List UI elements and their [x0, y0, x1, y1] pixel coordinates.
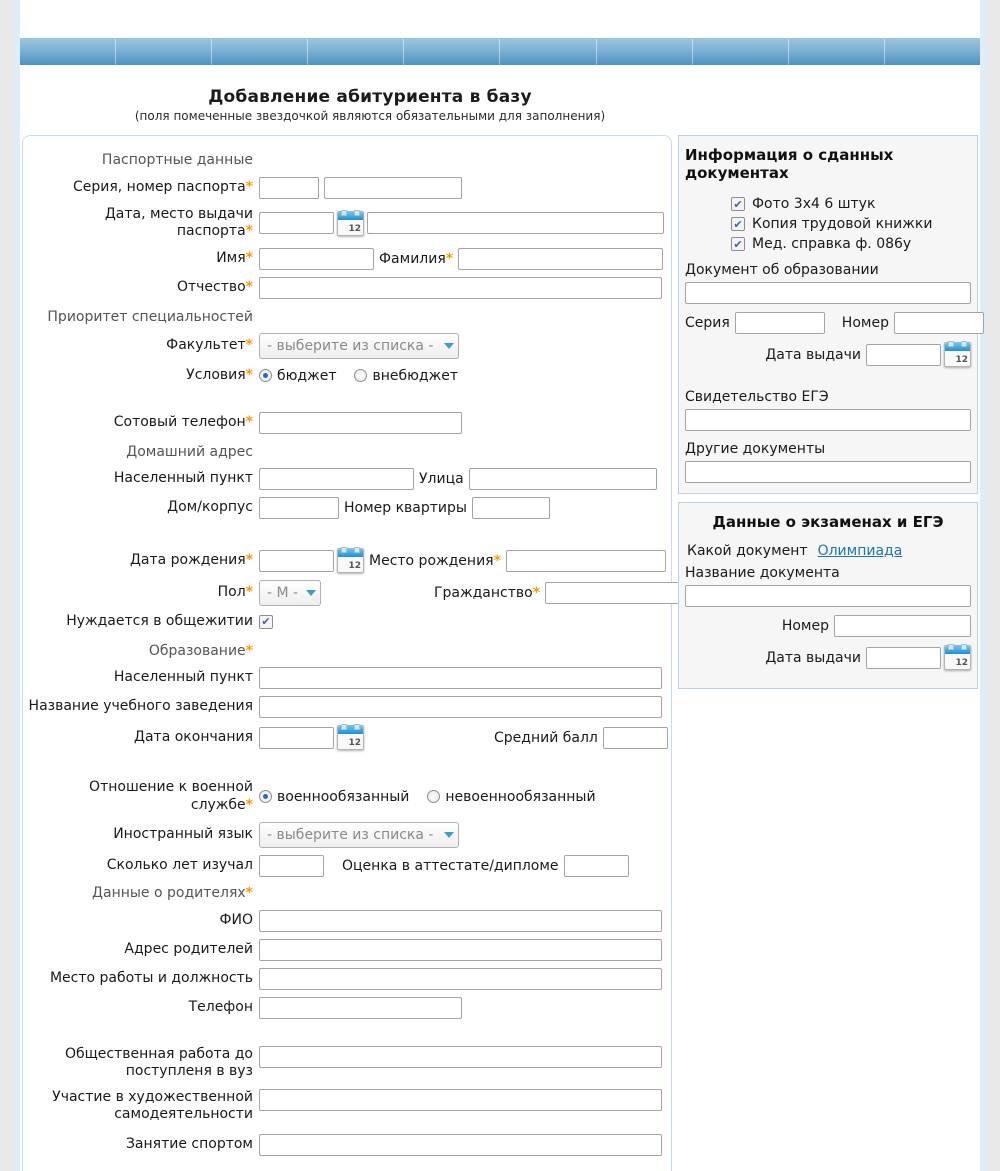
education-doc-label: Документ об образовании [685, 262, 879, 278]
field-label: Условия [186, 367, 246, 383]
field-label: Оценка в аттестате/дипломе [342, 858, 559, 874]
section-parents: Данные о родителях* [92, 885, 253, 901]
doc-issue-date-input[interactable] [866, 344, 941, 366]
check-icon: ✔ [733, 217, 743, 231]
gpa-input[interactable] [603, 727, 668, 749]
military-notliable-label: невоеннообязанный [445, 788, 596, 805]
field-label: Имя [216, 249, 246, 266]
edu-settlement-input[interactable] [259, 667, 662, 689]
doc-checkbox-row [731, 216, 971, 232]
calendar-icon-header [338, 726, 363, 734]
ege-certificate-label: Свидетельство ЕГЭ [685, 389, 829, 405]
nav-tab-4[interactable] [308, 38, 404, 65]
field-label: Номер квартиры [344, 500, 467, 516]
field-label: Нуждается в общежитии [66, 613, 253, 629]
required-marker: * [245, 642, 253, 659]
main-navbar [20, 38, 980, 65]
field-label: Населенный пункт [113, 470, 253, 487]
section-priority: Приоритет специальностей [47, 308, 253, 325]
military-notliable-radio[interactable] [427, 790, 440, 803]
field-name [25, 248, 665, 270]
page-frame [13, 0, 987, 1171]
calendar-icon-header [945, 343, 970, 351]
field-house [25, 497, 665, 519]
field-parents-work [25, 968, 665, 990]
birth-date-input[interactable] [259, 550, 334, 572]
field-label: Сколько лет изучал [106, 857, 253, 874]
doc-issue-date-row [685, 342, 971, 367]
passport-issue-place-input[interactable] [367, 212, 664, 234]
field-conditions [25, 367, 665, 385]
required-marker: * [493, 552, 501, 569]
field-settlement [25, 468, 665, 490]
last-name-input[interactable] [458, 248, 663, 270]
parents-fio-input[interactable] [259, 910, 662, 932]
top-band [20, 0, 980, 38]
nav-tab-2[interactable] [116, 38, 212, 65]
field-label: Адрес родителей [124, 940, 253, 957]
nav-tab-7[interactable] [597, 38, 693, 65]
field-label: Место работы и должность [49, 969, 253, 986]
field-label: ФИО [219, 911, 253, 928]
amateur-art-input[interactable] [259, 1089, 662, 1111]
documents-panel [678, 135, 978, 494]
house-input[interactable] [259, 497, 339, 519]
calendar-icon[interactable] [337, 211, 364, 236]
social-work-input[interactable] [259, 1046, 662, 1068]
passport-number-input[interactable] [324, 177, 462, 199]
document-name-label: Название документа [685, 565, 840, 581]
med-certificate-checkbox-label: Мед. справка ф. 086у [752, 236, 912, 252]
field-label: Занятие спортом [125, 1135, 253, 1152]
military-liable-label: военнообязанный [277, 788, 410, 805]
field-label: Место рождения [369, 552, 494, 569]
calendar-icon[interactable] [337, 725, 364, 750]
exam-issue-date-row [685, 645, 971, 670]
number-label: Номер [841, 315, 889, 331]
birth-place-input[interactable] [506, 550, 666, 572]
right-sidebar [678, 135, 978, 697]
exams-panel-title: Данные о экзаменах и ЕГЭ [712, 513, 944, 531]
field-label: Фамилия [379, 250, 446, 267]
photo-checkbox[interactable] [731, 197, 745, 211]
grad-date-input[interactable] [259, 727, 334, 749]
field-passport-issue [25, 206, 665, 241]
chevron-down-icon [444, 343, 454, 349]
field-label: Улица [419, 471, 464, 487]
exams-panel [678, 502, 978, 689]
field-label: Дата окончания [134, 728, 253, 745]
field-amateur-art [25, 1089, 665, 1124]
field-social-work [25, 1046, 665, 1081]
calendar-icon[interactable] [944, 342, 971, 367]
passport-issue-date-input[interactable] [259, 212, 334, 234]
settlement-input[interactable] [259, 468, 414, 490]
field-middle-name [25, 277, 665, 299]
chevron-down-icon [306, 590, 316, 596]
school-name-input[interactable] [259, 696, 662, 718]
passport-series-input[interactable] [259, 177, 319, 199]
nav-tab-3[interactable] [212, 38, 308, 65]
calendar-icon[interactable] [944, 645, 971, 670]
field-label: Иностранный язык [113, 826, 253, 843]
sports-input[interactable] [259, 1134, 662, 1156]
workbook-copy-checkbox-label: Копия трудовой книжки [752, 216, 933, 232]
field-grad-date [25, 725, 665, 750]
field-label: Название учебного заведения [28, 698, 253, 715]
page-header [20, 65, 720, 135]
parents-address-input[interactable] [259, 939, 662, 961]
required-marker: * [245, 551, 253, 568]
apartment-input[interactable] [472, 497, 550, 519]
workbook-copy-checkbox[interactable] [731, 217, 745, 231]
education-doc-input[interactable] [685, 282, 971, 304]
nav-tab-6[interactable] [500, 38, 596, 65]
other-docs-label: Другие документы [685, 441, 826, 457]
field-label: Пол [217, 584, 246, 601]
calendar-icon-day: 12 [348, 561, 361, 571]
ege-certificate-input[interactable] [685, 409, 971, 431]
field-label: Общественная работа до поступленя в вуз [64, 1045, 253, 1079]
document-name-input[interactable] [685, 585, 971, 607]
extrabudget-radio[interactable] [354, 369, 367, 382]
required-marker: * [245, 885, 253, 901]
calendar-icon-header [945, 646, 970, 654]
middle-name-input[interactable] [259, 277, 662, 299]
which-document-label: Какой документ [687, 543, 808, 559]
military-liable-radio[interactable] [259, 790, 272, 803]
required-marker: * [245, 278, 253, 295]
which-document-row [687, 543, 971, 559]
field-label: Серия, номер паспорта [72, 178, 246, 195]
photo-checkbox-label: Фото 3х4 6 штук [752, 196, 876, 212]
doc-number-input[interactable] [894, 312, 984, 334]
chevron-down-icon [444, 832, 454, 838]
exam-number-row [685, 615, 971, 637]
field-label: Отчество [176, 278, 246, 295]
page-title: Добавление абитуриента в базу [208, 87, 532, 107]
field-school-name [25, 696, 665, 718]
nav-tab-10[interactable] [885, 38, 980, 65]
calendar-icon-header [338, 212, 363, 220]
doc-checkbox-row [731, 236, 971, 252]
extrabudget-radio-label: внебюджет [372, 367, 458, 384]
required-marker: * [532, 585, 541, 601]
parents-work-input[interactable] [259, 968, 662, 990]
field-foreign-lang [25, 822, 665, 848]
required-marker: * [245, 796, 253, 813]
field-dorm [25, 613, 665, 631]
cell-phone-input[interactable] [259, 412, 462, 434]
applicant-form-panel [22, 135, 672, 1171]
calendar-icon-day: 12 [955, 658, 968, 668]
section-passport: Паспортные данные [101, 152, 253, 168]
field-passport-series [25, 177, 665, 199]
documents-panel-title: Информация о сданных документах [685, 146, 894, 182]
field-label: Телефон [188, 998, 253, 1015]
calendar-icon-day: 12 [955, 355, 968, 365]
budget-radio-label: бюджет [277, 367, 337, 384]
field-label: Дата рождения [129, 551, 246, 568]
required-marker: * [245, 584, 253, 601]
nav-tab-8[interactable] [693, 38, 789, 65]
field-label: Гражданство [434, 585, 533, 601]
issue-date-label: Дата выдачи [765, 346, 861, 363]
street-input[interactable] [469, 468, 657, 490]
doc-series-input[interactable] [735, 312, 825, 334]
budget-radio[interactable] [259, 369, 272, 382]
number-label: Номер [781, 618, 829, 634]
gender-select[interactable]: - М - [259, 580, 321, 606]
years-studied-input[interactable] [259, 855, 324, 877]
field-label: Дата, место выдачи паспорта [104, 205, 253, 239]
field-edu-settlement [25, 667, 665, 689]
parents-phone-input[interactable] [259, 997, 462, 1019]
nav-tab-1[interactable] [20, 38, 116, 65]
dorm-checkbox[interactable] [259, 615, 273, 629]
field-label: Факультет [166, 337, 246, 354]
field-label: Сотовый телефон [113, 413, 246, 430]
exam-number-input[interactable] [834, 615, 971, 637]
page-subtitle: (поля помеченные звездочкой являются обязательными для заполнения) [134, 109, 606, 123]
first-name-input[interactable] [259, 248, 374, 270]
required-marker: * [245, 178, 253, 195]
issue-date-label: Дата выдачи [765, 649, 861, 666]
series-label: Серия [685, 315, 730, 331]
field-military [25, 779, 665, 814]
field-label: Дом/корпус [167, 499, 253, 516]
field-label: Отношение к военной службе [89, 779, 253, 813]
doc-checkbox-row [731, 196, 971, 212]
field-sports [25, 1134, 665, 1156]
required-marker: * [245, 413, 253, 430]
field-gender [25, 580, 665, 606]
field-birth-date [25, 548, 665, 573]
med-certificate-checkbox[interactable] [731, 237, 745, 251]
field-label: Участие в художественной самодеятельности [52, 1088, 253, 1122]
olympiad-link[interactable]: Олимпиада [817, 543, 903, 559]
field-parents-phone [25, 997, 665, 1019]
required-marker: * [245, 337, 253, 354]
faculty-select[interactable]: - выберите из списка - [259, 333, 459, 359]
required-marker: * [245, 223, 253, 239]
required-marker: * [245, 249, 253, 266]
doc-series-number-row [685, 312, 971, 334]
calendar-icon-header [338, 549, 363, 557]
section-education: Образование* [148, 642, 253, 659]
other-docs-input[interactable] [685, 461, 971, 483]
field-parents-address [25, 939, 665, 961]
field-faculty [25, 333, 665, 359]
calendar-icon[interactable] [337, 548, 364, 573]
field-label: Средний балл [494, 729, 598, 746]
foreign-lang-select[interactable]: - выберите из списка - [259, 822, 459, 848]
required-marker: * [445, 250, 454, 267]
field-years-studied [25, 855, 665, 877]
calendar-icon-day: 12 [348, 223, 361, 234]
exam-issue-date-input[interactable] [866, 647, 941, 669]
field-parents-fio [25, 910, 665, 932]
field-label: Населенный пункт [113, 669, 253, 686]
required-marker: * [245, 367, 253, 383]
calendar-icon-day: 12 [348, 738, 361, 748]
section-home-address: Домашний адрес [126, 443, 253, 460]
check-icon: ✔ [733, 197, 743, 211]
nav-tab-5[interactable] [404, 38, 500, 65]
nav-tab-9[interactable] [789, 38, 885, 65]
check-icon: ✔ [261, 615, 271, 629]
check-icon: ✔ [733, 237, 743, 251]
diploma-grade-input[interactable] [564, 855, 629, 877]
field-cell-phone [25, 412, 665, 434]
